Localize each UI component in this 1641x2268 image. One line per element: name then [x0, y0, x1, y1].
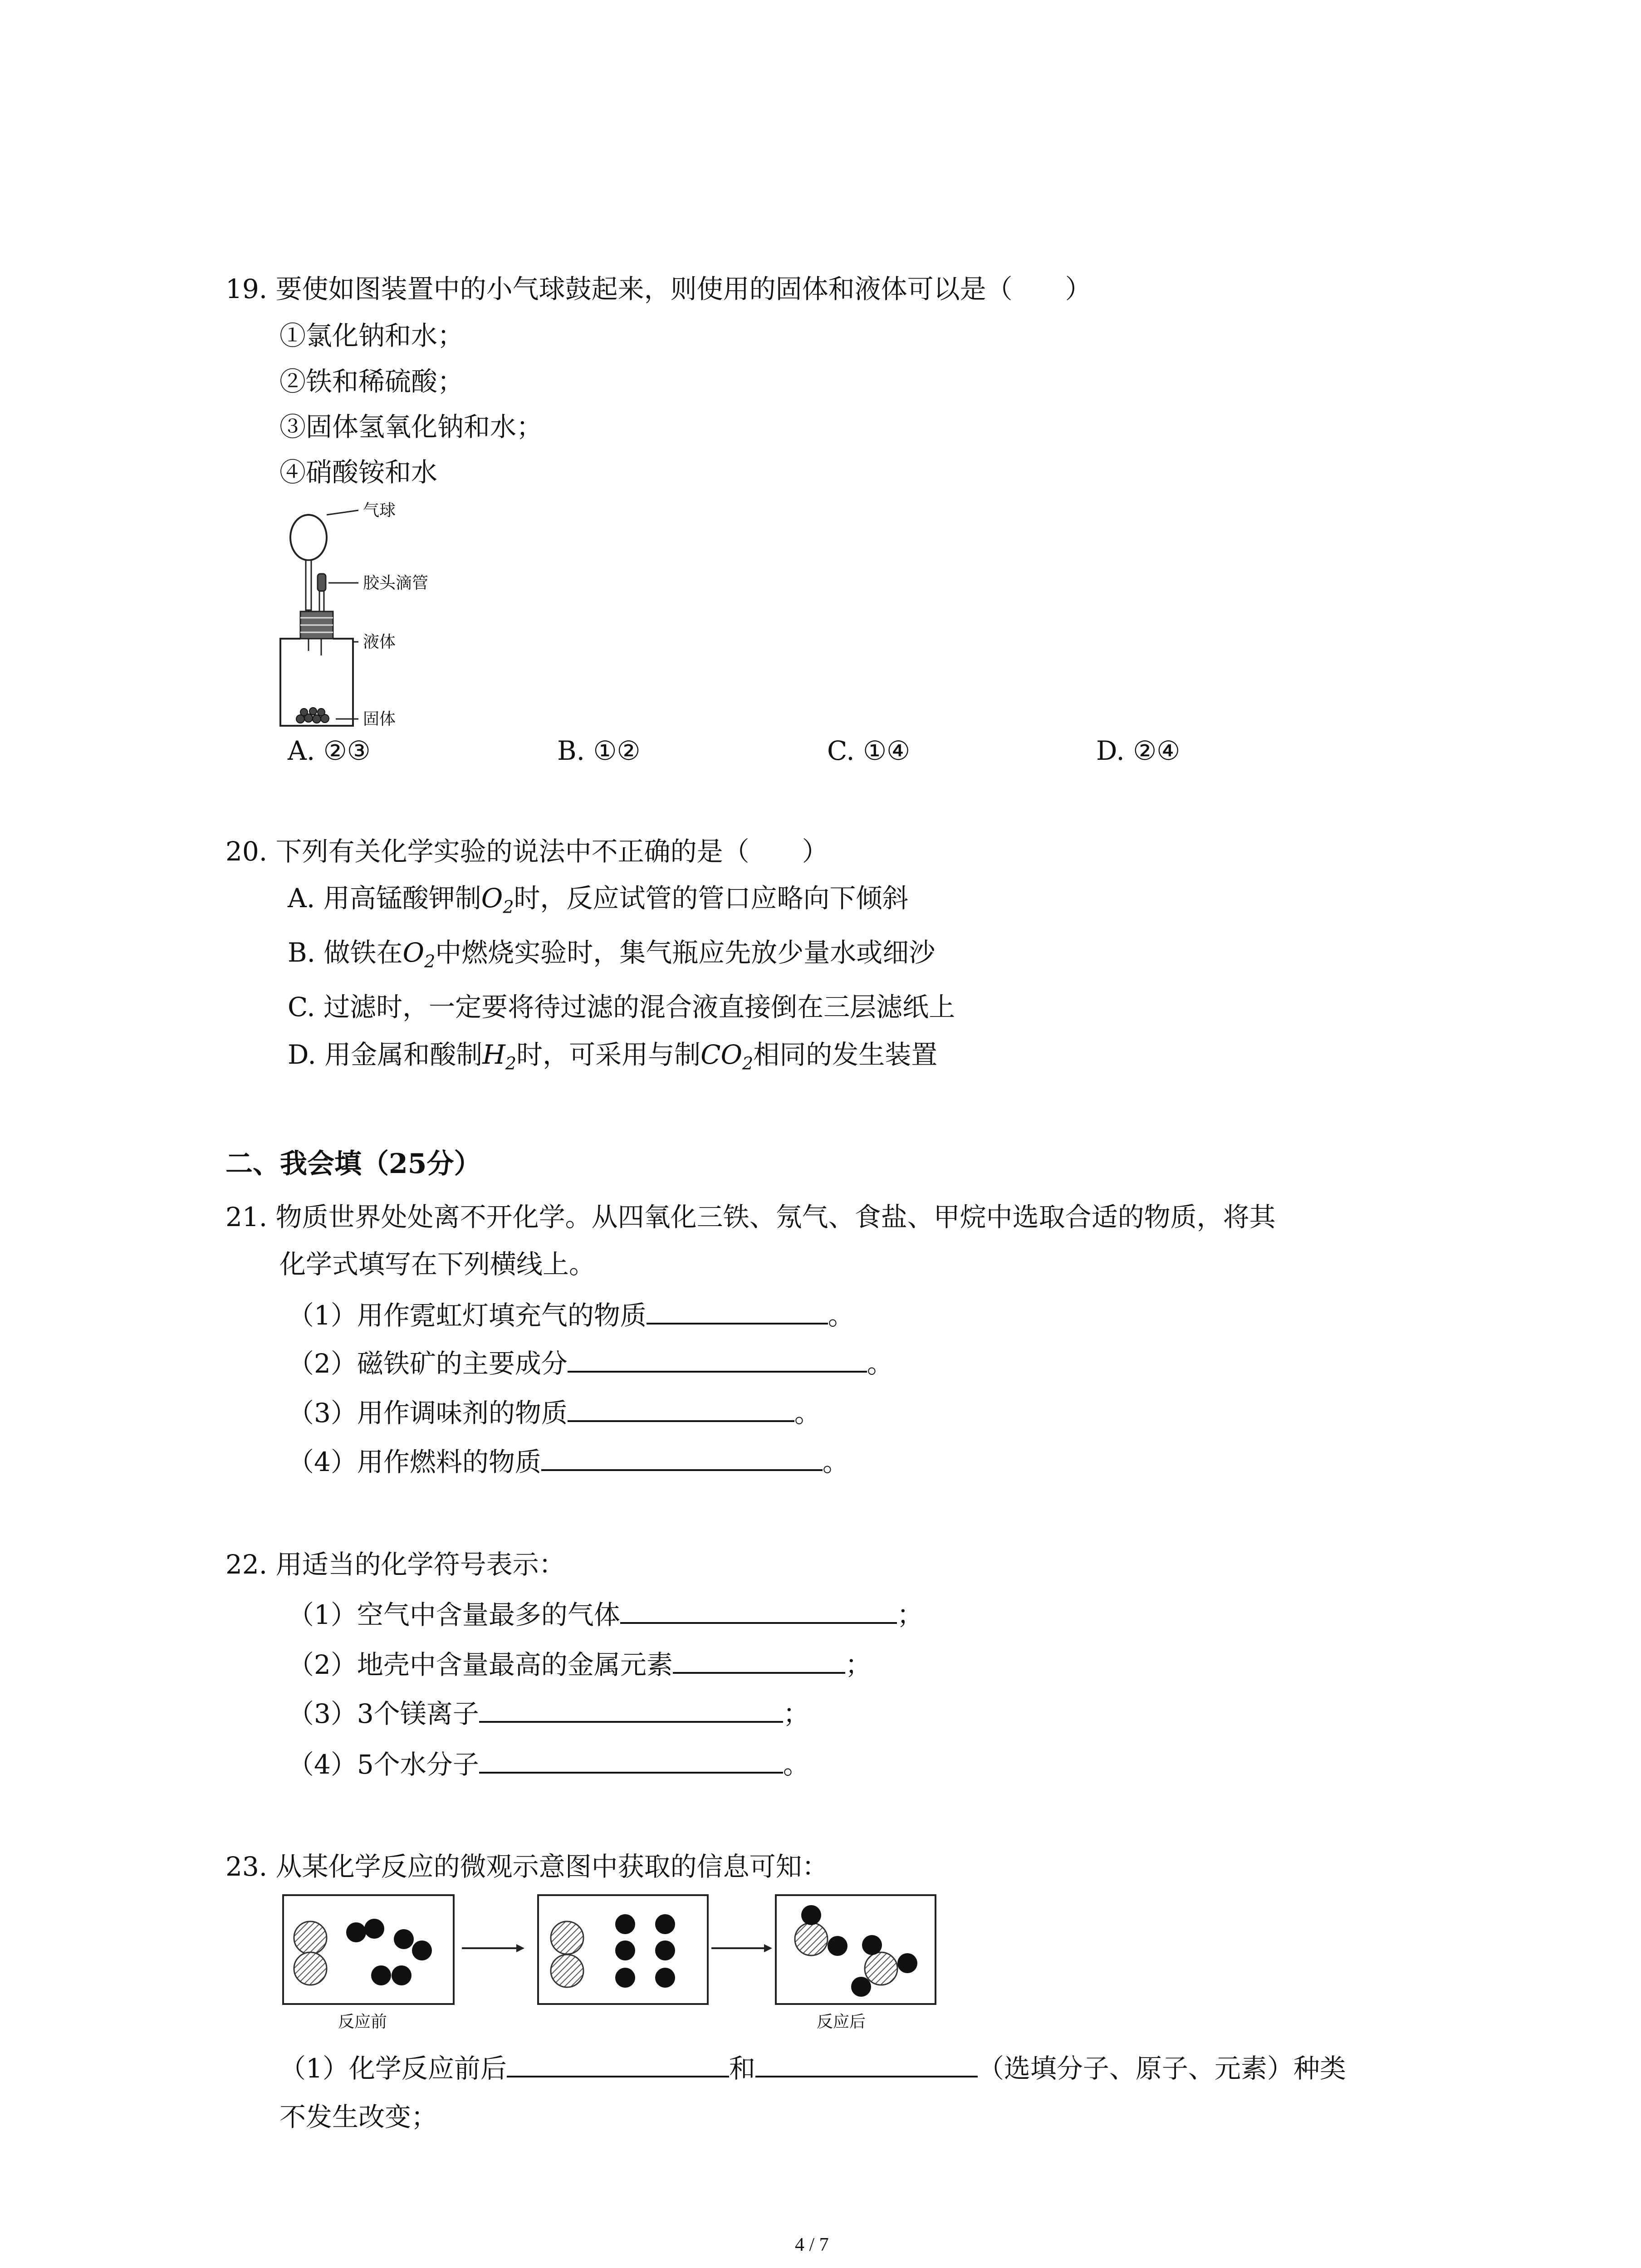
- q19-item-1: ①氯化钠和水；: [279, 320, 464, 351]
- section-2-title: 二、我会填（25分）: [225, 1148, 481, 1180]
- q23-item-1-line-2: 不发生改变；: [279, 2102, 438, 2132]
- answer-blank[interactable]: [647, 1297, 828, 1325]
- q22-item-2: （2）地壳中含量最高的金属元素 ；: [288, 1647, 872, 1681]
- answer-blank[interactable]: [479, 1746, 783, 1774]
- q23-stem: 23. 从某化学反应的微观示意图中获取的信息可知：: [225, 1851, 828, 1882]
- label-after-reaction: 反应后: [817, 2013, 866, 2031]
- answer-blank[interactable]: [620, 1597, 897, 1624]
- q22-item-3: （3）3个镁离子 ；: [288, 1696, 809, 1730]
- q19-option-c: C. ①④: [827, 735, 911, 766]
- page-number: 4 / 7: [795, 2234, 829, 2255]
- answer-blank[interactable]: [568, 1395, 794, 1422]
- figure-label-liquid: 液体: [363, 633, 396, 651]
- q22-item-1: （1）空气中含量最多的气体 ；: [288, 1597, 923, 1631]
- label-before-reaction: 反应前: [338, 2013, 387, 2031]
- answer-blank[interactable]: [541, 1444, 823, 1471]
- q19-stem: 19. 要使如图装置中的小气球鼓起来，则使用的固体和液体可以是（ ）: [225, 274, 1092, 304]
- answer-blank[interactable]: [479, 1696, 783, 1723]
- q19-option-b: B. ①②: [557, 735, 641, 766]
- q20-option-a: A. 用高锰酸钾制$O_2$时，反应试管的管口应略向下倾斜: [288, 883, 909, 917]
- answer-blank[interactable]: [568, 1345, 867, 1373]
- q22-stem: 22. 用适当的化学符号表示：: [225, 1549, 565, 1580]
- q20-option-b: B. 做铁在$O_2$中燃烧实验时，集气瓶应先放少量水或细沙: [288, 937, 936, 972]
- q19-item-3: ③固体氢氧化钠和水；: [279, 411, 543, 442]
- figure-label-balloon: 气球: [363, 501, 396, 520]
- q19-item-4: ④硝酸铵和水: [279, 457, 438, 488]
- reaction-micro-diagram: [272, 1887, 953, 2023]
- q20-stem: 20. 下列有关化学实验的说法中不正确的是（ ）: [225, 836, 828, 867]
- q21-item-4: （4）用作燃料的物质 。: [288, 1444, 849, 1478]
- q22-item-4: （4）5个水分子 。: [288, 1746, 809, 1780]
- q19-option-a: A. ②③: [288, 735, 371, 766]
- q23-item-1-line-1: （1）化学反应前后 和 （选填分子、原子、元素）种类: [279, 2050, 1346, 2084]
- answer-blank[interactable]: [755, 2050, 978, 2077]
- q21-item-1: （1）用作霓虹灯填充气的物质 。: [288, 1297, 854, 1331]
- answer-blank[interactable]: [507, 2050, 729, 2077]
- figure-label-solid: 固体: [363, 710, 396, 728]
- q20-option-c: C. 过滤时，一定要将待过滤的混合液直接倒在三层滤纸上: [288, 992, 955, 1022]
- q19-item-2: ②铁和稀硫酸；: [279, 366, 464, 397]
- q21-item-3: （3）用作调味剂的物质 。: [288, 1395, 821, 1429]
- answer-blank[interactable]: [673, 1647, 845, 1674]
- q21-line-2: 化学式填写在下列横线上。: [279, 1249, 596, 1280]
- q19-option-d: D. ②④: [1096, 735, 1181, 766]
- q21-item-2: （2）磁铁矿的主要成分 。: [288, 1345, 893, 1379]
- figure-label-dropper: 胶头滴管: [363, 574, 429, 592]
- q21-line-1: 21. 物质世界处处离不开化学。从四氧化三铁、氖气、食盐、甲烷中选取合适的物质，将其: [225, 1202, 1276, 1232]
- q20-option-d: D. 用金属和酸制$H_2$时，可采用与制$CO_2$相同的发生装置: [288, 1039, 938, 1074]
